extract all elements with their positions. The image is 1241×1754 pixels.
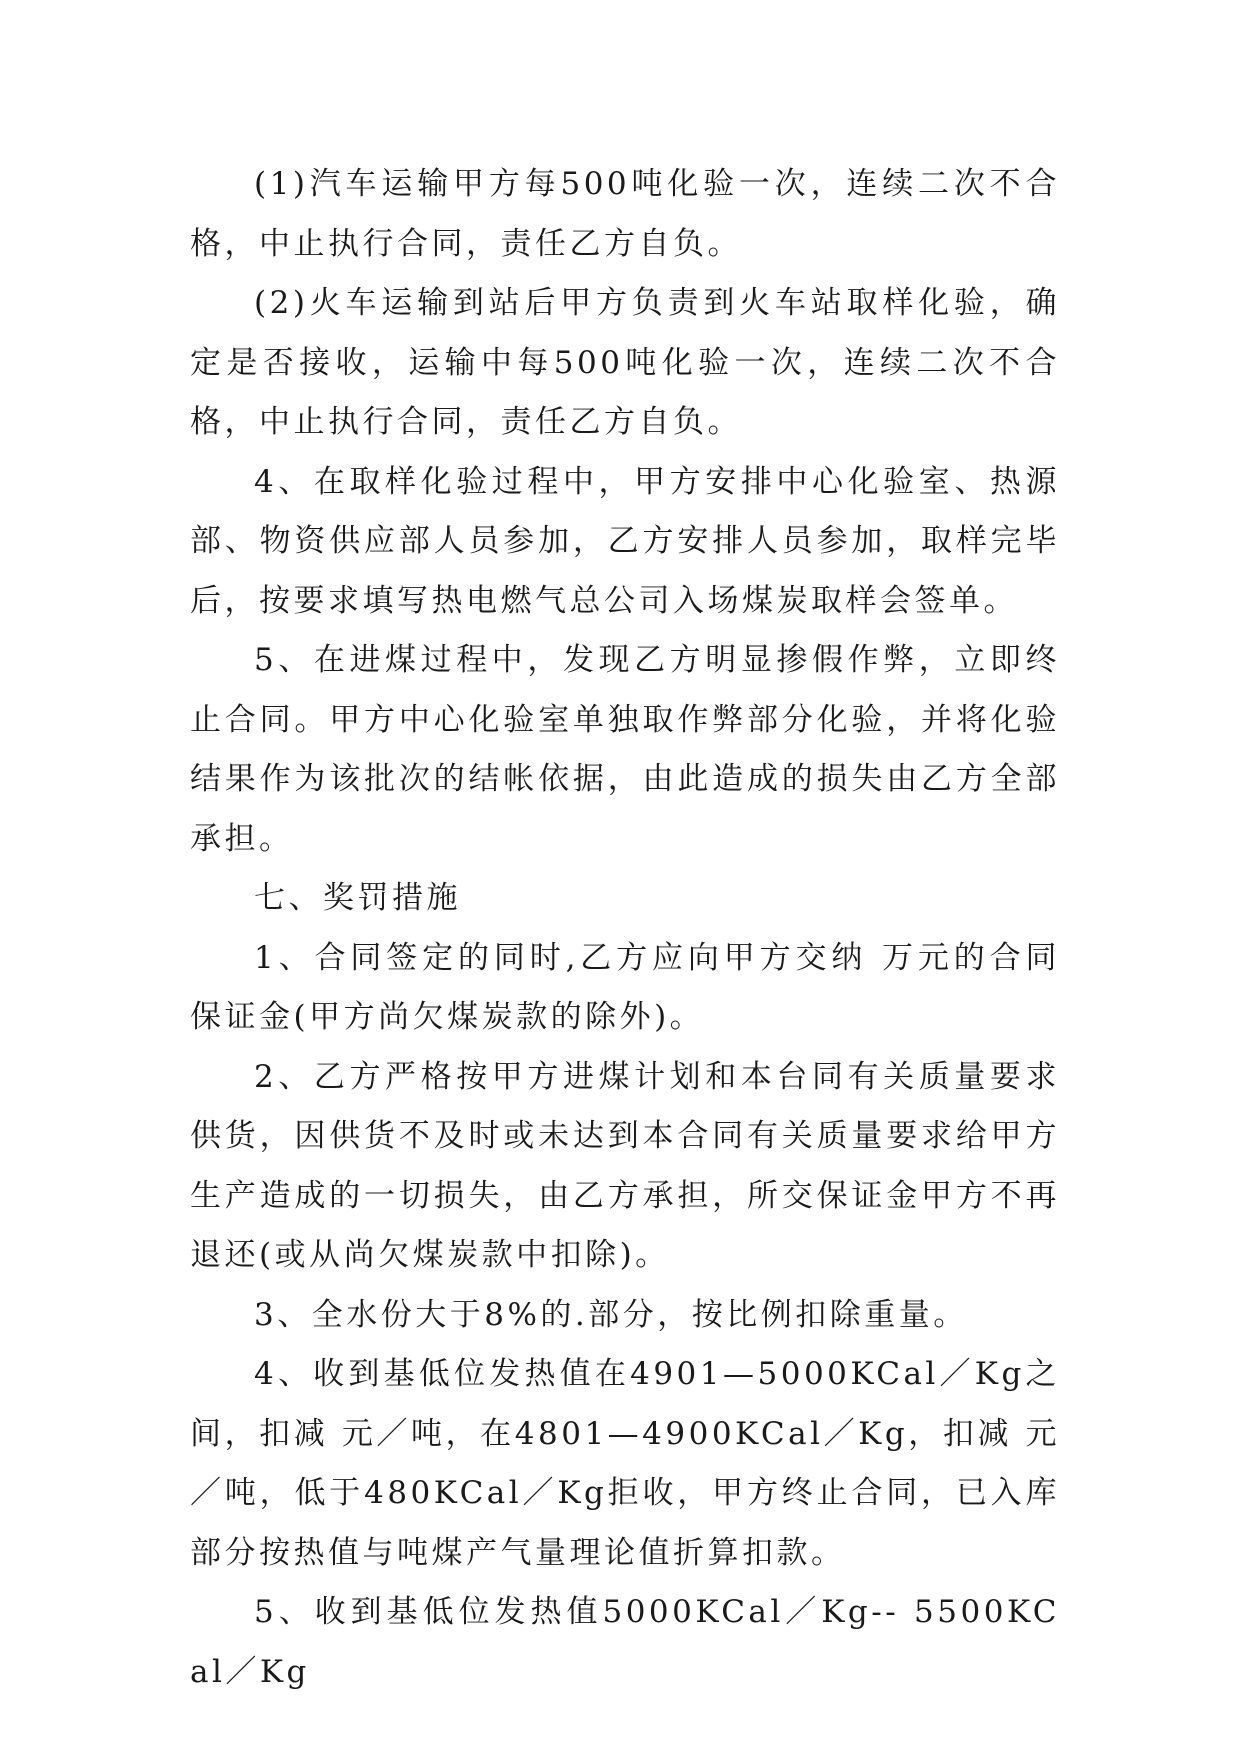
paragraph-heat-value-deduction: 4、收到基低位发热值在4901—5000KCal／Kg之间，扣减 元／吨，在4801—4900KCal／Kg，扣减 元／吨，低于480KCal／Kg拒收，甲方终止合同，已入库部分按热值与吨煤产气量理论值折算扣款。 (190, 1356, 1060, 1571)
paragraph-sampling-process: 4、在取样化验过程中，甲方安排中心化验室、热源部、物资供应部人员参加，乙方安排人员参加，取样完毕后，按要求填写热电燃气总公司入场煤炭取样会签单。 (190, 463, 1060, 619)
section-heading-rewards-penalties: 七、奖罚措施 (254, 880, 461, 916)
paragraph-truck-transport: (1)汽车运输甲方每500吨化验一次，连续二次不合格，中止执行合同，责任乙方自负。 (190, 166, 1060, 262)
paragraph-deposit: 1、合同签定的同时,乙方应向甲方交纳 万元的合同保证金(甲方尚欠煤炭款的除外)。 (190, 939, 1060, 1035)
paragraph-moisture: 3、全水份大于8%的.部分，按比例扣除重量。 (254, 1296, 968, 1333)
paragraph-supply-plan: 2、乙方严格按甲方进煤计划和本台同有关质量要求供货，因供货不及时或未达到本合同有关质量要求给甲方生产造成的一切损失，由乙方承担，所交保证金甲方不再退还(或从尚欠煤炭款中扣除)。 (190, 1058, 1060, 1273)
paragraph-heat-value-range: 5、收到基低位发热值5000KCal／Kg-- 5500KCal／Kg (190, 1594, 1060, 1690)
paragraph-fraud-termination: 5、在进煤过程中，发现乙方明显掺假作弊，立即终止合同。甲方中心化验室单独取作弊部分化验，并将化验结果作为该批次的结帐依据，由此造成的损失由乙方全部承担。 (190, 642, 1060, 857)
paragraph-train-transport: (2)火车运输到站后甲方负责到火车站取样化验，确定是否接收，运输中每500吨化验一次，连续二次不合格，中止执行合同，责任乙方自负。 (190, 285, 1060, 440)
document-body (190, 155, 1060, 1702)
